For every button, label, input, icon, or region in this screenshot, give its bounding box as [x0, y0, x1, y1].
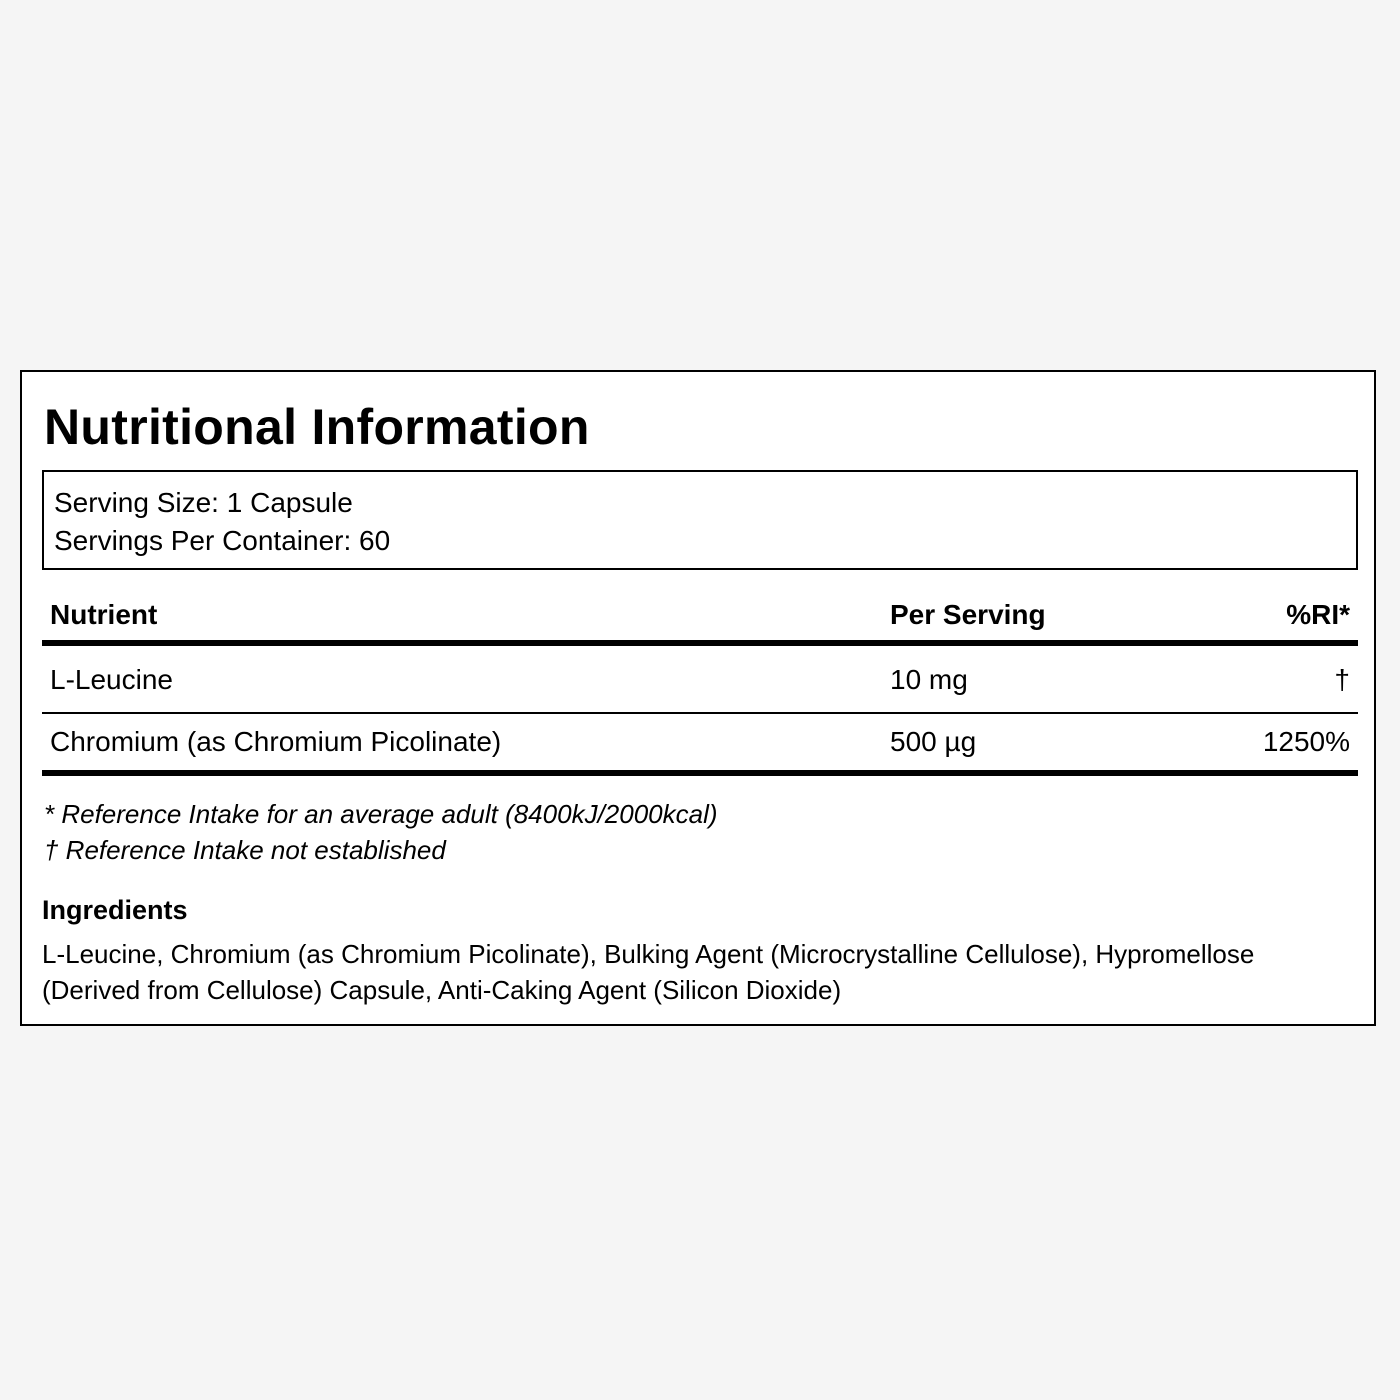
ingredients-text: L-Leucine, Chromium (as Chromium Picolinate), Bulking Agent (Microcrystalline Cellulose), Hypromellose (Derived from Cellulose) Capsule, Anti-Caking Agent (Silicon Dioxide) — [42, 939, 1255, 1005]
header-per-serving: Per Serving — [890, 599, 1046, 630]
nutrient-name: L-Leucine — [50, 664, 173, 695]
label-title: Nutritional Information — [44, 399, 590, 455]
table-row — [42, 714, 1358, 776]
serving-info-box — [42, 470, 1358, 570]
ingredients-heading: Ingredients — [42, 895, 188, 925]
nutrient-ri: † — [1334, 664, 1350, 695]
nutrient-name: Chromium (as Chromium Picolinate) — [50, 726, 502, 757]
nutrient-amount: 10 mg — [890, 664, 968, 695]
footnote-not-established: † Reference Intake not established — [44, 835, 446, 865]
nutrient-amount: 500 µg — [890, 726, 977, 757]
footnote-reference-intake: * Reference Intake for an average adult (8400kJ/2000kcal) — [44, 799, 718, 829]
nutrient-table — [42, 586, 1358, 776]
serving-size: Serving Size: 1 Capsule — [54, 487, 353, 518]
table-row — [42, 646, 1358, 714]
nutrient-ri: 1250% — [1262, 726, 1350, 757]
table-header-row — [42, 586, 1358, 646]
footnotes — [44, 796, 718, 868]
servings-per-container: Servings Per Container: 60 — [54, 525, 391, 556]
nutrition-label-panel — [20, 370, 1376, 1026]
header-nutrient: Nutrient — [50, 599, 158, 630]
header-ri: %RI* — [1286, 599, 1350, 630]
